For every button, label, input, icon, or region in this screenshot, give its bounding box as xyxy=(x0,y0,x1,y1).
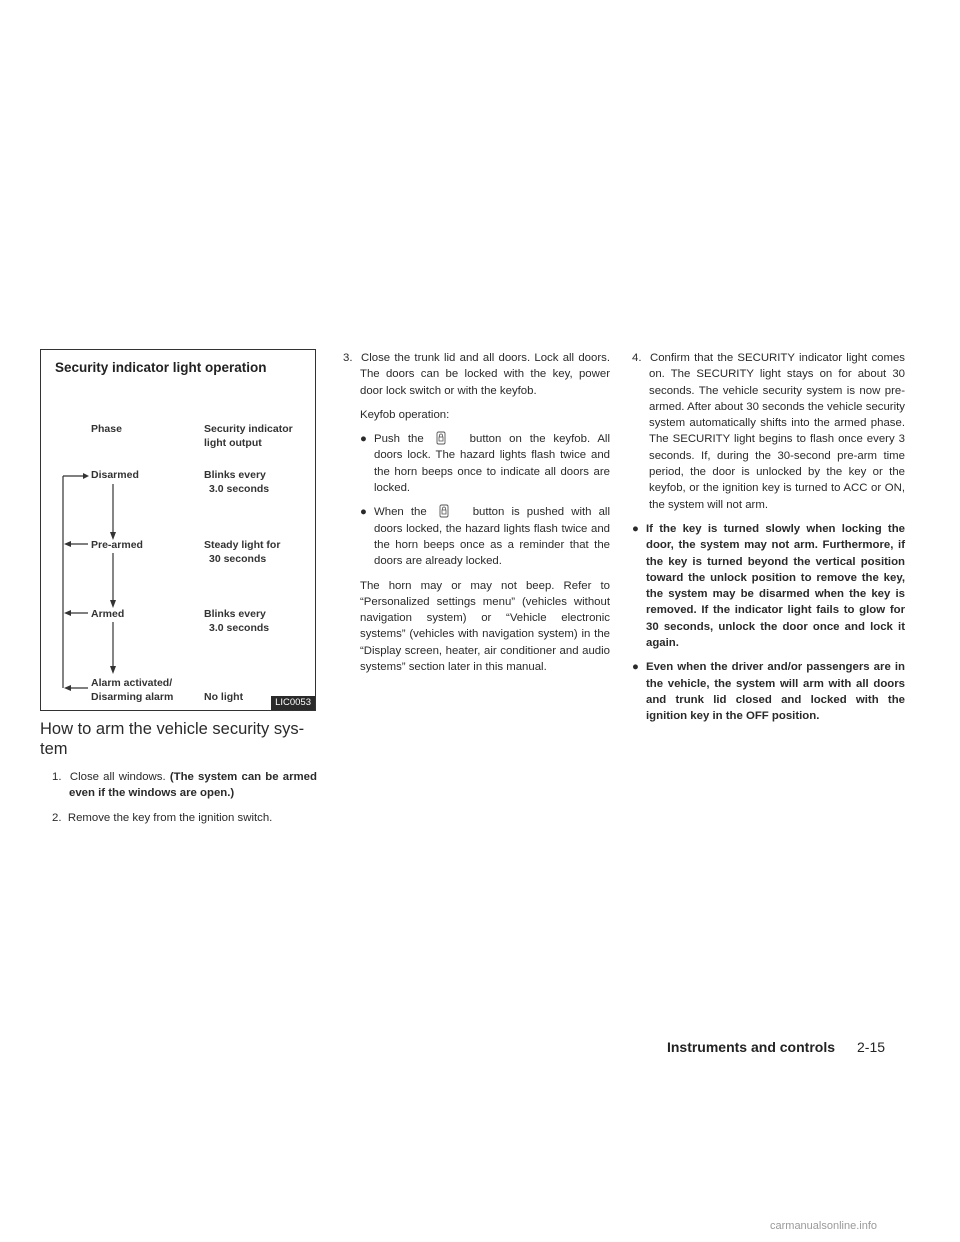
step-number: 3. xyxy=(343,352,353,364)
watermark: carmanualsonline.info xyxy=(770,1220,878,1232)
footer-section-title: Instruments and controls xyxy=(666,1039,835,1055)
output-line: Steady light for xyxy=(204,539,281,551)
header-output-line1: Security indicator xyxy=(204,423,293,435)
bullet-text: Push the xyxy=(374,433,424,446)
warning-key-turn xyxy=(632,521,905,651)
output-alarm: No light xyxy=(204,691,244,703)
steps-1-2 xyxy=(52,769,317,834)
figure-code: LIC0053 xyxy=(271,696,315,710)
bullet-already-locked xyxy=(360,504,610,569)
output-line: 30 seconds xyxy=(209,553,267,565)
step-4 xyxy=(632,350,905,513)
figure-title: Security indicator light operation xyxy=(55,360,267,375)
output-pre-armed xyxy=(204,538,280,566)
phase-line: Disarming alarm xyxy=(91,691,174,703)
bullet-dot: ● xyxy=(360,433,367,446)
step-text: Remove the key from the ignition switch. xyxy=(67,811,273,824)
step-3 xyxy=(343,350,610,399)
phase-armed: Armed xyxy=(91,608,125,620)
step-text: Close the trunk lid and all doors. Lock all doors. The doors can be locked with the key, power door lock switch or with the keyfob. xyxy=(360,352,610,397)
security-indicator-figure xyxy=(40,349,316,711)
step-number: 4. xyxy=(632,352,642,364)
section-heading: How to arm the vehicle security sys-tem xyxy=(40,720,305,758)
lock-icon xyxy=(435,504,453,518)
phase-disarmed: Disarmed xyxy=(91,469,139,481)
step-2 xyxy=(52,810,317,826)
output-line: 3.0 seconds xyxy=(209,483,270,495)
middle-column xyxy=(343,350,610,683)
output-armed xyxy=(204,607,269,635)
bullet-push-lock xyxy=(360,431,610,496)
keyfob-label: Keyfob operation: xyxy=(360,408,450,421)
right-column xyxy=(632,350,905,733)
bullet-text: button is pushed with all doors locked, the hazard lights flash twice and the horn beeps once as a reminder that the doors are already locked. xyxy=(374,506,610,568)
step-number: 2. xyxy=(52,811,62,824)
header-output-line2: light output xyxy=(204,437,262,449)
bullet-dot: ● xyxy=(360,506,367,519)
output-line: 3.0 seconds xyxy=(209,622,270,634)
output-line: Blinks every xyxy=(204,608,266,620)
warning-occupants xyxy=(632,659,905,724)
bullet-dot: ● xyxy=(632,661,639,674)
phase-line: Alarm activated/ xyxy=(91,677,173,689)
lock-icon xyxy=(432,431,450,445)
phase-alarm xyxy=(91,676,173,704)
step-number: 1. xyxy=(52,771,62,783)
header-output xyxy=(204,422,293,450)
step-text: Close all windows. xyxy=(69,771,166,783)
phase-pre-armed: Pre-armed xyxy=(91,539,143,551)
step-text: Confirm that the SECURITY indicator light comes on. The SECURITY light stays on for about 30 seconds. The vehicle security system is now pre-armed. After about 30 seconds the vehicle security system automatically shifts into the armed phase. The SECURITY light begins to flash once every 3 seconds. If, during the 30-second pre-arm time period, the door is unlocked by the key or the keyfob, or the ignition key is turned to ACC or ON, the system will not arm. xyxy=(649,352,905,511)
page-number: 2-15 xyxy=(857,1039,886,1055)
warning-text: If the key is turned slowly when locking the door, the system may not arm. Furthermore, if the key is turned beyond the vertical position toward the unlock position to remove the key, the system may be disarmed when the key is removed. If the indicator light fails to glow for 30 seconds, unlock the door once and lock it again. xyxy=(646,522,905,650)
output-line: Blinks every xyxy=(204,469,266,481)
bullet-text: button on the keyfob. All doors lock. The hazard lights flash twice and the horn beeps once to indicate all doors are locked. xyxy=(374,433,610,495)
output-disarmed xyxy=(204,468,269,496)
warning-text: Even when the driver and/or passengers are in the vehicle, the system will arm with all doors and trunk lid closed and locked with the ignition key in the OFF position. xyxy=(646,661,905,723)
header-phase: Phase xyxy=(91,423,122,435)
bullet-dot: ● xyxy=(632,522,639,535)
step-1 xyxy=(52,769,317,802)
phase-flow-arrows xyxy=(41,350,317,712)
bullet-text: When the xyxy=(374,506,427,519)
horn-note: The horn may or may not beep. Refer to “Personalized settings menu” (vehicles without navigation system) or “Vehicle electronic systems” (vehicles with navigation system) in the “Display screen, heater, air conditioner and audio systems” section later in this manual. xyxy=(360,579,610,674)
step-note: (The system can be armed even if the windows are open.) xyxy=(69,771,317,800)
